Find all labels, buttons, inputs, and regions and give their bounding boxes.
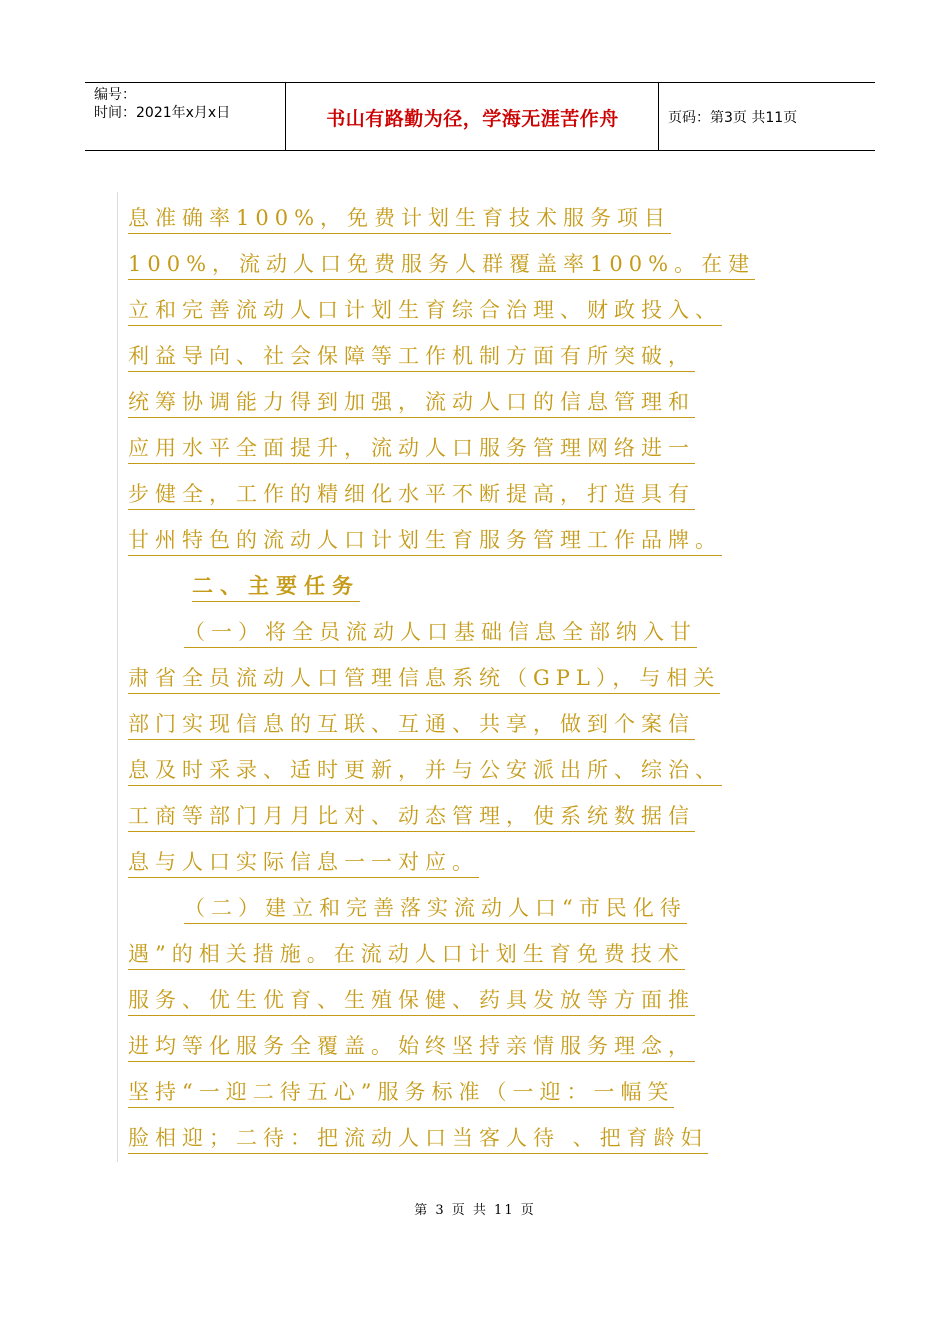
body-line: 统筹协调能力得到加强，流动人口的信息管理和	[128, 379, 868, 425]
header-motto: 书山有路勤为径，学海无涯苦作舟	[326, 108, 619, 130]
body-line: 坚持“一迎二待五心”服务标准（一迎：一幅笑	[128, 1069, 868, 1115]
section-heading: 二、主要任务	[128, 563, 868, 609]
body-line: 遇”的相关措施。在流动人口计划生育免费技术	[128, 931, 868, 977]
body-line: （二）建立和完善落实流动人口“市民化待	[128, 885, 868, 931]
body-line: 肃省全员流动人口管理信息系统（GPL），与相关	[128, 655, 868, 701]
header-page-info: 页码：第3页 共11页	[668, 110, 798, 126]
page-footer: 第 3 页 共 11 页	[414, 1203, 536, 1218]
body-line: 100%，流动人口免费服务人群覆盖率100%。在建	[128, 241, 868, 287]
header-left	[94, 86, 230, 122]
body-line: 息与人口实际信息一一对应。	[128, 839, 868, 885]
body-line: 脸相迎；二待：把流动人口当客人待 、把育龄妇	[128, 1115, 868, 1161]
body-line: 工商等部门月月比对、动态管理，使系统数据信	[128, 793, 868, 839]
body-line: 立和完善流动人口计划生育综合治理、财政投入、	[128, 287, 868, 333]
body-line: 利益导向、社会保障等工作机制方面有所突破，	[128, 333, 868, 379]
header-bottom-rule	[85, 150, 875, 151]
left-margin-line	[117, 192, 118, 1162]
body-line: 应用水平全面提升，流动人口服务管理网络进一	[128, 425, 868, 471]
body-line: 部门实现信息的互联、互通、共享，做到个案信	[128, 701, 868, 747]
document-number-label: 编号：	[94, 87, 136, 103]
header-top-rule	[85, 82, 875, 83]
body-line: 息准确率100%，免费计划生育技术服务项目	[128, 195, 868, 241]
header-divider-2	[658, 82, 659, 150]
body-line: 进均等化服务全覆盖。始终坚持亲情服务理念，	[128, 1023, 868, 1069]
document-body	[128, 195, 868, 1161]
header-divider-1	[285, 82, 286, 150]
body-line: 息及时采录、适时更新，并与公安派出所、综治、	[128, 747, 868, 793]
document-time-label: 时间：2021年x月x日	[94, 105, 231, 121]
body-line: 步健全，工作的精细化水平不断提高，打造具有	[128, 471, 868, 517]
body-line: （一）将全员流动人口基础信息全部纳入甘	[128, 609, 868, 655]
body-line: 甘州特色的流动人口计划生育服务管理工作品牌。	[128, 517, 868, 563]
body-line: 服务、优生优育、生殖保健、药具发放等方面推	[128, 977, 868, 1023]
